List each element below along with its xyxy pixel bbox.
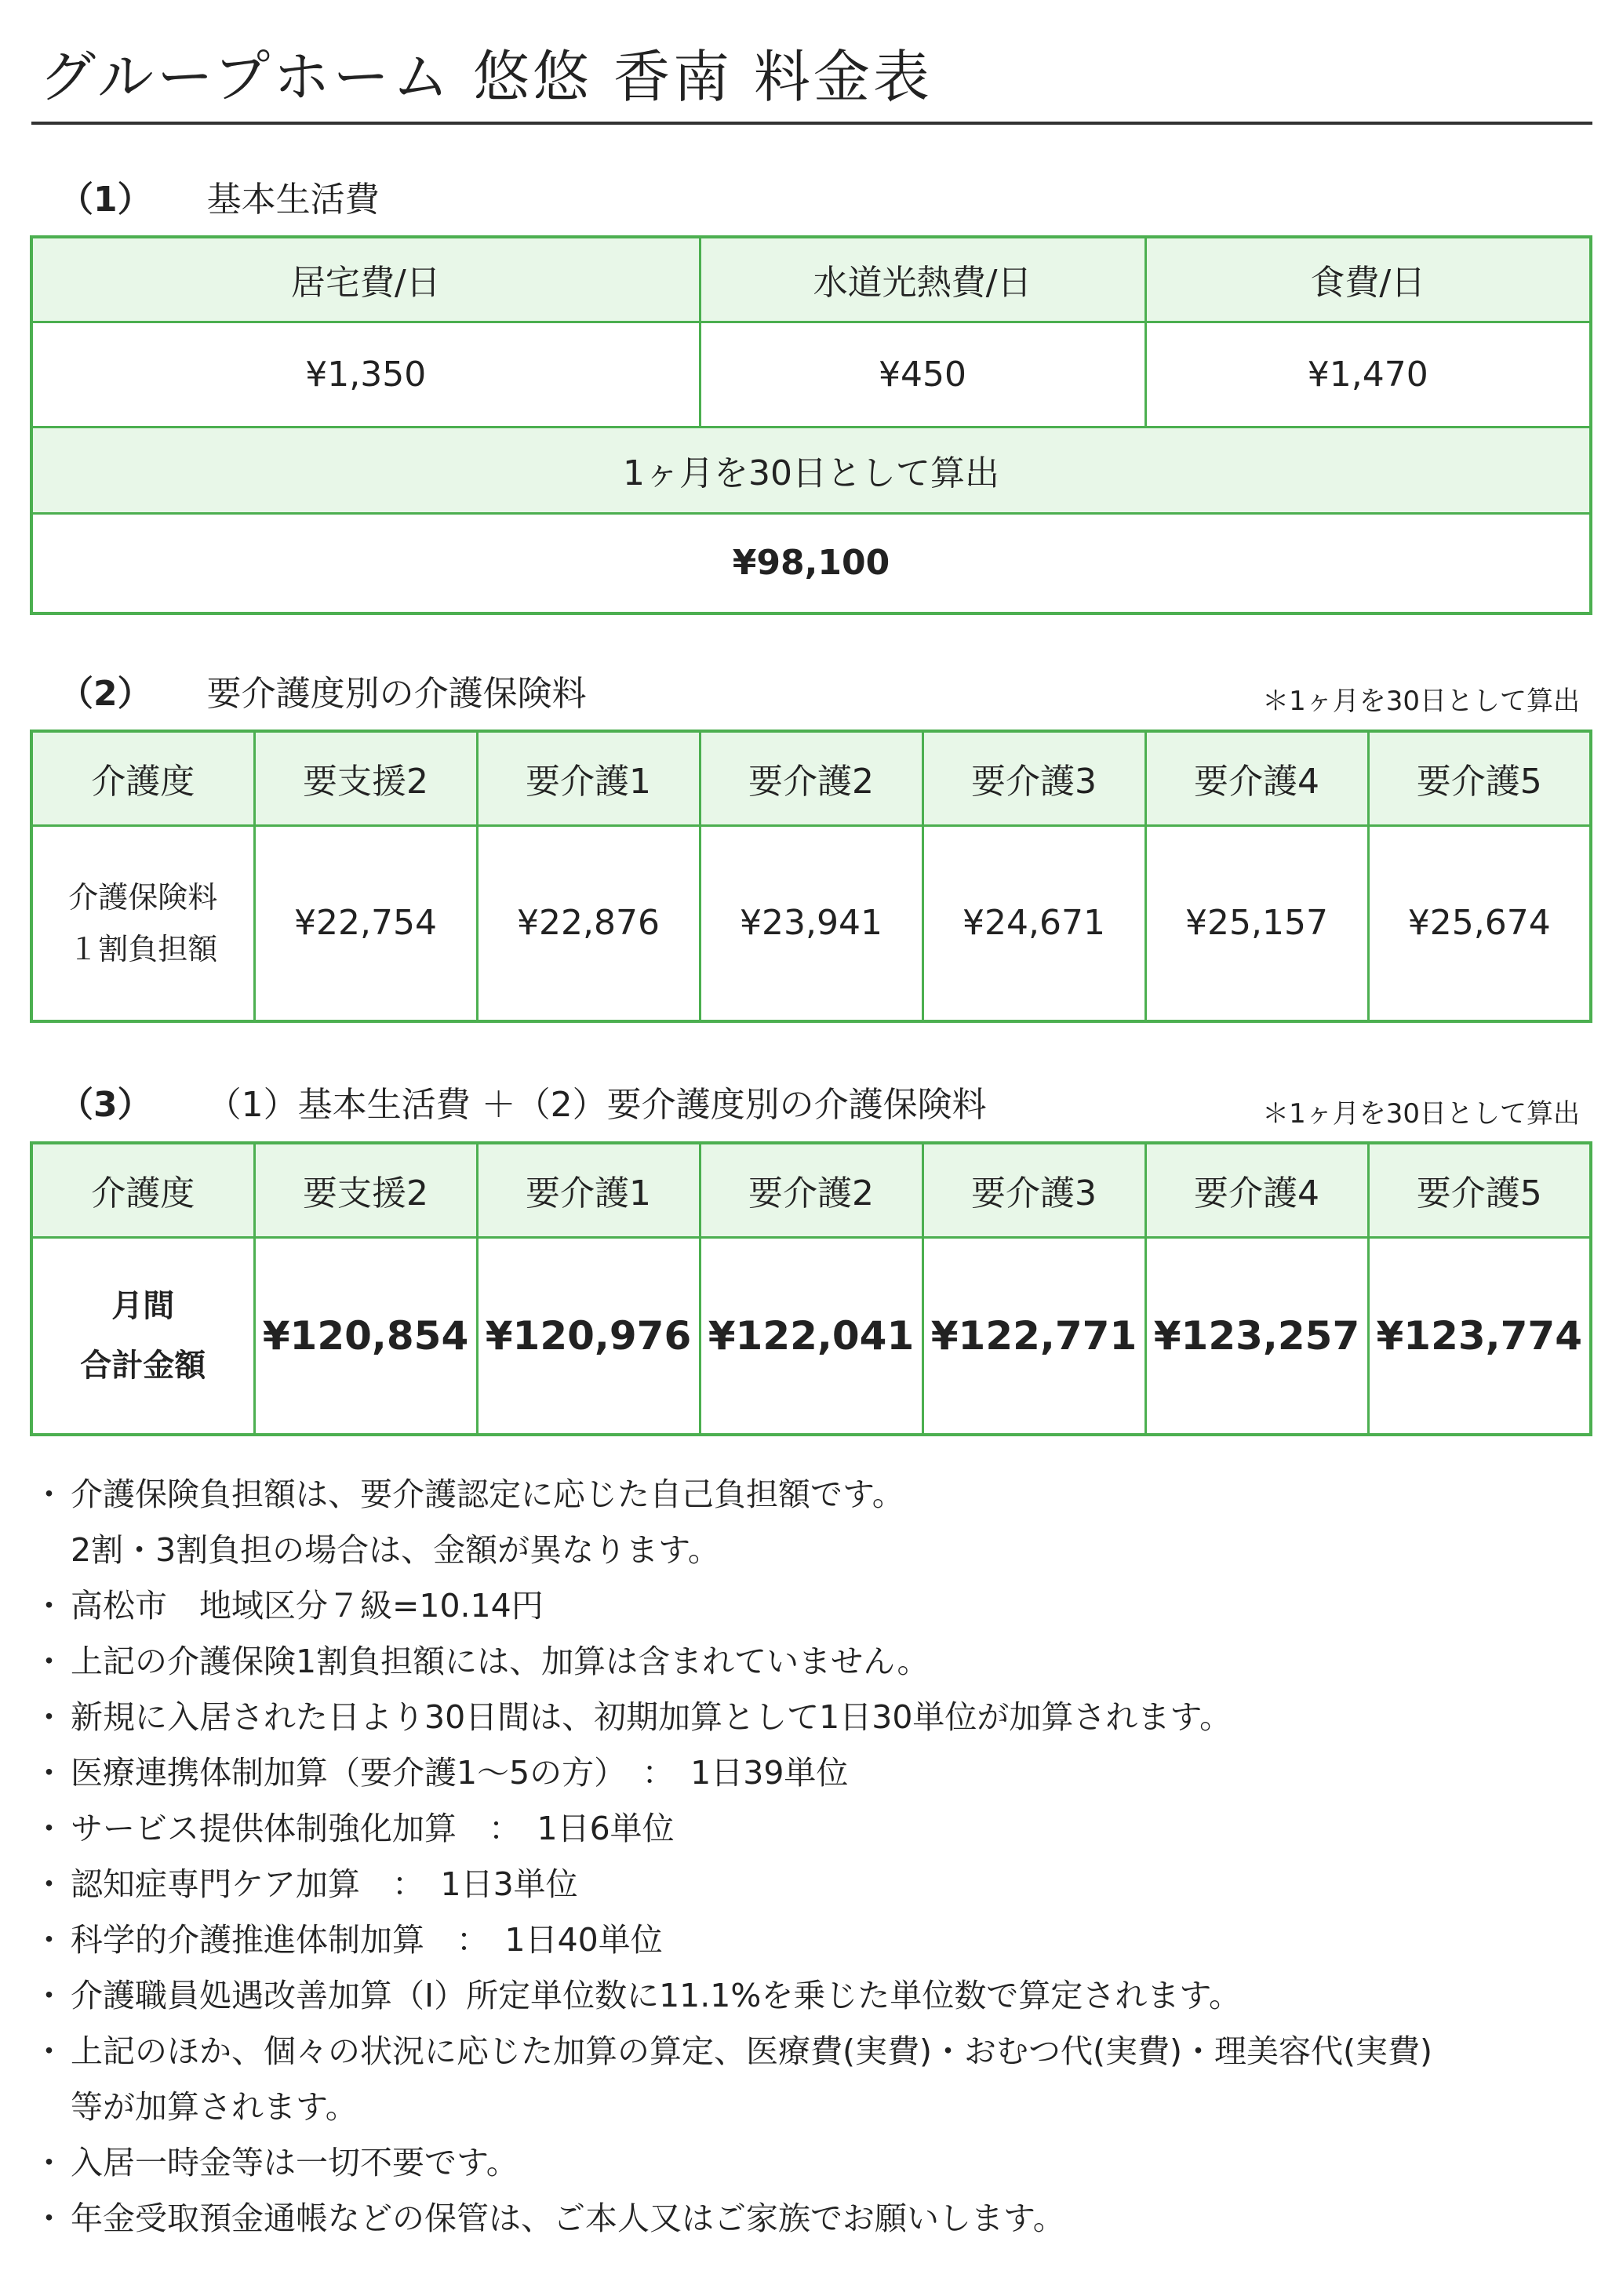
value-housing: ¥1,350: [31, 322, 700, 427]
note-item-continued: 等が加算されます。: [71, 2088, 358, 2126]
note-item: ・ 認知症専門ケア加算 ： 1日3単位: [38, 1857, 1599, 1912]
row-label-line1: 月間: [111, 1287, 175, 1324]
section1-heading: [59, 171, 380, 221]
monthly-total-value: ¥123,774: [1368, 1237, 1591, 1435]
note-item: ・ 介護保険負担額は、要介護認定に応じた自己負担額です。: [38, 1467, 1599, 1523]
section1-title: 基本生活費: [206, 180, 380, 220]
row-label-line1: 介護保険料: [68, 879, 218, 915]
header-care-level: 介護度: [31, 731, 254, 825]
level-header: 要支援2: [254, 731, 477, 825]
monthly-calc-label: 1ヶ月を30日として算出: [31, 427, 1591, 513]
note-item: ・ 上記のほか、個々の状況に応じた加算の算定、医療費(実費)・おむつ代(実費)・理美容代(実費): [38, 2024, 1599, 2079]
note-item: ・ 高松市 地域区分７級=10.14円: [38, 1578, 1599, 1634]
page-title: グループホーム 悠悠 香南 料金表: [39, 44, 933, 110]
section3-heading: [59, 1076, 987, 1126]
level-header: 要介護4: [1145, 1143, 1368, 1237]
insurance-value: ¥25,674: [1368, 825, 1591, 1021]
note-item: ・ 介護職員処遇改善加算（Ⅰ）所定単位数に11.1%を乗じた単位数で算定されます。: [38, 1968, 1599, 2024]
section2-heading: [59, 665, 587, 715]
note-item: ・ サービス提供体制強化加算 ： 1日6単位: [38, 1801, 1599, 1857]
section1-number: （1）: [59, 180, 152, 220]
monthly-total-value: ¥123,257: [1145, 1237, 1368, 1435]
row-label-line2: 合計金額: [80, 1347, 206, 1384]
basic-living-cost-table: [30, 235, 1592, 615]
section2-title: 要介護度別の介護保険料: [206, 674, 587, 714]
note-item: ・ 科学的介護推進体制加算 ： 1日40単位: [38, 1912, 1599, 1968]
section3-title: （1）基本生活費 ＋（2）要介護度別の介護保険料: [206, 1085, 987, 1125]
level-header: 要介護4: [1145, 731, 1368, 825]
monthly-total-value: ¥122,771: [922, 1237, 1145, 1435]
monthly-total-value: ¥120,976: [477, 1237, 700, 1435]
section2-number: （2）: [59, 674, 152, 714]
level-header: 要介護2: [700, 1143, 922, 1237]
header-meals: 食費/日: [1145, 237, 1591, 322]
level-header: 要介護5: [1368, 731, 1591, 825]
monthly-total-value: ¥122,041: [700, 1237, 922, 1435]
insurance-value: ¥22,754: [254, 825, 477, 1021]
level-header: 要介護1: [477, 1143, 700, 1237]
row-label-monthly-total: [31, 1237, 254, 1435]
care-insurance-table: [30, 730, 1592, 1023]
monthly-total-value: ¥120,854: [254, 1237, 477, 1435]
header-utilities: 水道光熱費/日: [700, 237, 1145, 322]
note-item: ・ 入居一時金等は一切不要です。: [38, 2135, 1599, 2191]
value-utilities: ¥450: [700, 322, 1145, 427]
monthly-total-table: [30, 1141, 1592, 1436]
section3-note: ＊1ヶ月を30日として算出: [1262, 1098, 1580, 1130]
level-header: 要介護5: [1368, 1143, 1591, 1237]
note-item-continued: 2割・3割負担の場合は、金額が異なります。: [71, 1531, 720, 1569]
value-meals: ¥1,470: [1145, 322, 1591, 427]
level-header: 要介護2: [700, 731, 922, 825]
note-item: ・ 医療連携体制加算（要介護1～5の方） ： 1日39単位: [38, 1745, 1599, 1801]
note-item: ・ 上記の介護保険1割負担額には、加算は含まれていません。: [38, 1634, 1599, 1690]
level-header: 要介護3: [922, 731, 1145, 825]
level-header: 要介護1: [477, 731, 700, 825]
notes-list: [38, 1467, 1599, 2247]
monthly-total: ¥98,100: [31, 513, 1591, 613]
insurance-value: ¥24,671: [922, 825, 1145, 1021]
note-item: ・ 年金受取預金通帳などの保管は、ご本人又はご家族でお願いします。: [38, 2191, 1599, 2247]
note-item: ・ 新規に入居された日より30日間は、初期加算として1日30単位が加算されます。: [38, 1690, 1599, 1745]
section2-note: ＊1ヶ月を30日として算出: [1262, 686, 1580, 717]
level-header: 要介護3: [922, 1143, 1145, 1237]
insurance-value: ¥25,157: [1145, 825, 1368, 1021]
row-label-insurance: [31, 825, 254, 1021]
level-header: 要支援2: [254, 1143, 477, 1237]
header-housing: 居宅費/日: [31, 237, 700, 322]
header-care-level: 介護度: [31, 1143, 254, 1237]
section3-number: （3）: [59, 1085, 152, 1125]
row-label-line2: １割負担額: [68, 931, 218, 966]
title-divider: [31, 122, 1592, 125]
insurance-value: ¥22,876: [477, 825, 700, 1021]
insurance-value: ¥23,941: [700, 825, 922, 1021]
